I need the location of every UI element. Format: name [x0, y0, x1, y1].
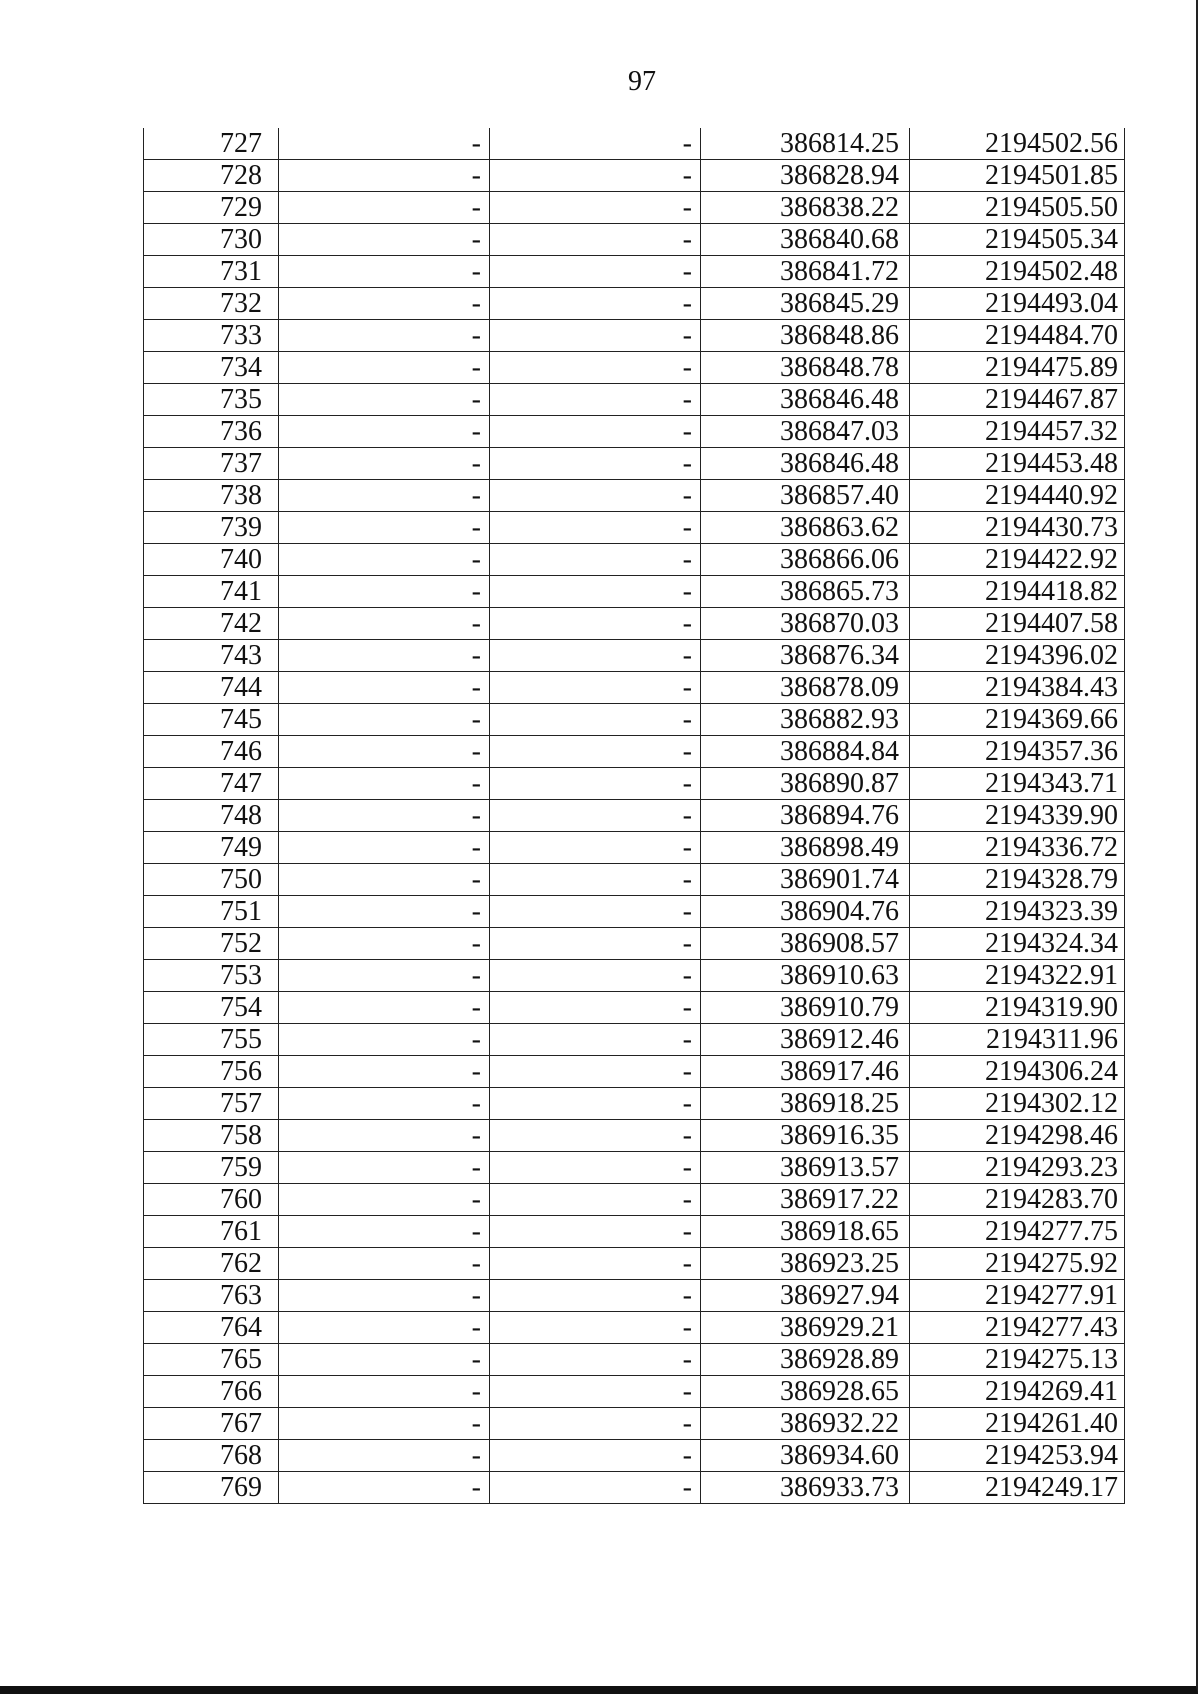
- x-coordinate-cell: 386928.65: [701, 1376, 910, 1408]
- column-a-cell: -: [279, 672, 490, 704]
- column-b-cell: -: [490, 1408, 701, 1440]
- y-coordinate-cell: 2194501.85: [910, 160, 1125, 192]
- point-number-cell: 749: [144, 832, 279, 864]
- x-coordinate-cell: 386863.62: [701, 512, 910, 544]
- x-coordinate-cell: 386918.65: [701, 1216, 910, 1248]
- column-b-cell: -: [490, 128, 701, 160]
- column-a-cell: -: [279, 1024, 490, 1056]
- column-a-cell: -: [279, 1120, 490, 1152]
- table-row: [144, 1344, 1125, 1376]
- x-coordinate-cell: 386894.76: [701, 800, 910, 832]
- column-b-cell: -: [490, 1344, 701, 1376]
- point-number-cell: 736: [144, 416, 279, 448]
- table-row: [144, 576, 1125, 608]
- table-row: [144, 1056, 1125, 1088]
- table-row: [144, 256, 1125, 288]
- y-coordinate-cell: 2194418.82: [910, 576, 1125, 608]
- x-coordinate-cell: 386845.29: [701, 288, 910, 320]
- y-coordinate-cell: 2194339.90: [910, 800, 1125, 832]
- column-a-cell: -: [279, 384, 490, 416]
- table-row: [144, 960, 1125, 992]
- y-coordinate-cell: 2194293.23: [910, 1152, 1125, 1184]
- point-number-cell: 766: [144, 1376, 279, 1408]
- y-coordinate-cell: 2194484.70: [910, 320, 1125, 352]
- y-coordinate-cell: 2194323.39: [910, 896, 1125, 928]
- column-a-cell: -: [279, 800, 490, 832]
- column-a-cell: -: [279, 736, 490, 768]
- x-coordinate-cell: 386884.84: [701, 736, 910, 768]
- column-b-cell: -: [490, 1280, 701, 1312]
- table-row: [144, 1120, 1125, 1152]
- point-number-cell: 759: [144, 1152, 279, 1184]
- column-b-cell: -: [490, 1120, 701, 1152]
- column-b-cell: -: [490, 1376, 701, 1408]
- point-number-cell: 765: [144, 1344, 279, 1376]
- point-number-cell: 734: [144, 352, 279, 384]
- x-coordinate-cell: 386901.74: [701, 864, 910, 896]
- column-a-cell: -: [279, 928, 490, 960]
- point-number-cell: 764: [144, 1312, 279, 1344]
- point-number-cell: 737: [144, 448, 279, 480]
- column-b-cell: -: [490, 544, 701, 576]
- x-coordinate-cell: 386878.09: [701, 672, 910, 704]
- y-coordinate-cell: 2194357.36: [910, 736, 1125, 768]
- x-coordinate-cell: 386870.03: [701, 608, 910, 640]
- x-coordinate-cell: 386927.94: [701, 1280, 910, 1312]
- column-b-cell: -: [490, 896, 701, 928]
- page-number: 97: [628, 66, 656, 97]
- point-number-cell: 753: [144, 960, 279, 992]
- column-b-cell: -: [490, 448, 701, 480]
- column-a-cell: -: [279, 544, 490, 576]
- table-row: [144, 640, 1125, 672]
- table-row: [144, 608, 1125, 640]
- y-coordinate-cell: 2194384.43: [910, 672, 1125, 704]
- x-coordinate-cell: 386838.22: [701, 192, 910, 224]
- table-body: [144, 128, 1125, 1504]
- x-coordinate-cell: 386848.86: [701, 320, 910, 352]
- table-row: [144, 672, 1125, 704]
- table-row: [144, 1248, 1125, 1280]
- column-a-cell: -: [279, 1408, 490, 1440]
- x-coordinate-cell: 386910.63: [701, 960, 910, 992]
- column-b-cell: -: [490, 320, 701, 352]
- column-b-cell: -: [490, 288, 701, 320]
- x-coordinate-cell: 386898.49: [701, 832, 910, 864]
- point-number-cell: 735: [144, 384, 279, 416]
- y-coordinate-cell: 2194369.66: [910, 704, 1125, 736]
- x-coordinate-cell: 386916.35: [701, 1120, 910, 1152]
- y-coordinate-cell: 2194475.89: [910, 352, 1125, 384]
- table-row: [144, 768, 1125, 800]
- table-row: [144, 448, 1125, 480]
- y-coordinate-cell: 2194261.40: [910, 1408, 1125, 1440]
- column-a-cell: -: [279, 1056, 490, 1088]
- y-coordinate-cell: 2194275.92: [910, 1248, 1125, 1280]
- x-coordinate-cell: 386933.73: [701, 1472, 910, 1504]
- point-number-cell: 732: [144, 288, 279, 320]
- point-number-cell: 754: [144, 992, 279, 1024]
- table-row: [144, 896, 1125, 928]
- y-coordinate-cell: 2194322.91: [910, 960, 1125, 992]
- column-b-cell: -: [490, 768, 701, 800]
- point-number-cell: 756: [144, 1056, 279, 1088]
- y-coordinate-cell: 2194440.92: [910, 480, 1125, 512]
- point-number-cell: 741: [144, 576, 279, 608]
- column-b-cell: -: [490, 256, 701, 288]
- point-number-cell: 768: [144, 1440, 279, 1472]
- column-a-cell: -: [279, 1280, 490, 1312]
- column-a-cell: -: [279, 576, 490, 608]
- point-number-cell: 748: [144, 800, 279, 832]
- point-number-cell: 729: [144, 192, 279, 224]
- column-a-cell: -: [279, 416, 490, 448]
- x-coordinate-cell: 386923.25: [701, 1248, 910, 1280]
- column-a-cell: -: [279, 1344, 490, 1376]
- coordinate-table: [143, 128, 1125, 1504]
- table-row: [144, 416, 1125, 448]
- point-number-cell: 758: [144, 1120, 279, 1152]
- column-b-cell: -: [490, 704, 701, 736]
- table-row: [144, 160, 1125, 192]
- y-coordinate-cell: 2194302.12: [910, 1088, 1125, 1120]
- column-b-cell: -: [490, 1312, 701, 1344]
- y-coordinate-cell: 2194319.90: [910, 992, 1125, 1024]
- y-coordinate-cell: 2194407.58: [910, 608, 1125, 640]
- point-number-cell: 742: [144, 608, 279, 640]
- point-number-cell: 747: [144, 768, 279, 800]
- column-b-cell: -: [490, 480, 701, 512]
- x-coordinate-cell: 386904.76: [701, 896, 910, 928]
- column-b-cell: -: [490, 832, 701, 864]
- column-a-cell: -: [279, 832, 490, 864]
- column-b-cell: -: [490, 992, 701, 1024]
- y-coordinate-cell: 2194396.02: [910, 640, 1125, 672]
- column-a-cell: -: [279, 768, 490, 800]
- y-coordinate-cell: 2194422.92: [910, 544, 1125, 576]
- table-row: [144, 1440, 1125, 1472]
- point-number-cell: 752: [144, 928, 279, 960]
- point-number-cell: 767: [144, 1408, 279, 1440]
- table-row: [144, 1280, 1125, 1312]
- y-coordinate-cell: 2194502.56: [910, 128, 1125, 160]
- table-row: [144, 928, 1125, 960]
- column-b-cell: -: [490, 1024, 701, 1056]
- x-coordinate-cell: 386929.21: [701, 1312, 910, 1344]
- y-coordinate-cell: 2194505.50: [910, 192, 1125, 224]
- y-coordinate-cell: 2194336.72: [910, 832, 1125, 864]
- column-a-cell: -: [279, 256, 490, 288]
- y-coordinate-cell: 2194457.32: [910, 416, 1125, 448]
- x-coordinate-cell: 386848.78: [701, 352, 910, 384]
- y-coordinate-cell: 2194324.34: [910, 928, 1125, 960]
- column-b-cell: -: [490, 224, 701, 256]
- x-coordinate-cell: 386857.40: [701, 480, 910, 512]
- table-row: [144, 992, 1125, 1024]
- x-coordinate-cell: 386928.89: [701, 1344, 910, 1376]
- table-row: [144, 480, 1125, 512]
- column-b-cell: -: [490, 1440, 701, 1472]
- x-coordinate-cell: 386866.06: [701, 544, 910, 576]
- y-coordinate-cell: 2194505.34: [910, 224, 1125, 256]
- table-row: [144, 832, 1125, 864]
- column-b-cell: -: [490, 1056, 701, 1088]
- column-b-cell: -: [490, 608, 701, 640]
- table-row: [144, 1408, 1125, 1440]
- y-coordinate-cell: 2194269.41: [910, 1376, 1125, 1408]
- column-b-cell: -: [490, 1248, 701, 1280]
- column-a-cell: -: [279, 480, 490, 512]
- point-number-cell: 755: [144, 1024, 279, 1056]
- table-row: [144, 544, 1125, 576]
- column-a-cell: -: [279, 1376, 490, 1408]
- x-coordinate-cell: 386917.46: [701, 1056, 910, 1088]
- x-coordinate-cell: 386917.22: [701, 1184, 910, 1216]
- y-coordinate-cell: 2194467.87: [910, 384, 1125, 416]
- x-coordinate-cell: 386918.25: [701, 1088, 910, 1120]
- table-row: [144, 512, 1125, 544]
- table-row: [144, 864, 1125, 896]
- column-a-cell: -: [279, 288, 490, 320]
- column-b-cell: -: [490, 960, 701, 992]
- column-a-cell: -: [279, 512, 490, 544]
- x-coordinate-cell: 386828.94: [701, 160, 910, 192]
- column-a-cell: -: [279, 1184, 490, 1216]
- y-coordinate-cell: 2194277.43: [910, 1312, 1125, 1344]
- table-row: [144, 1216, 1125, 1248]
- point-number-cell: 743: [144, 640, 279, 672]
- column-a-cell: -: [279, 992, 490, 1024]
- column-a-cell: -: [279, 1216, 490, 1248]
- x-coordinate-cell: 386882.93: [701, 704, 910, 736]
- x-coordinate-cell: 386840.68: [701, 224, 910, 256]
- column-b-cell: -: [490, 192, 701, 224]
- column-a-cell: -: [279, 352, 490, 384]
- table-row: [144, 1472, 1125, 1504]
- point-number-cell: 739: [144, 512, 279, 544]
- column-b-cell: -: [490, 736, 701, 768]
- column-a-cell: -: [279, 1248, 490, 1280]
- column-b-cell: -: [490, 1184, 701, 1216]
- column-a-cell: -: [279, 1312, 490, 1344]
- x-coordinate-cell: 386865.73: [701, 576, 910, 608]
- column-a-cell: -: [279, 160, 490, 192]
- x-coordinate-cell: 386908.57: [701, 928, 910, 960]
- column-a-cell: -: [279, 1472, 490, 1504]
- y-coordinate-cell: 2194502.48: [910, 256, 1125, 288]
- y-coordinate-cell: 2194430.73: [910, 512, 1125, 544]
- y-coordinate-cell: 2194298.46: [910, 1120, 1125, 1152]
- point-number-cell: 744: [144, 672, 279, 704]
- point-number-cell: 760: [144, 1184, 279, 1216]
- column-b-cell: -: [490, 1088, 701, 1120]
- point-number-cell: 750: [144, 864, 279, 896]
- column-a-cell: -: [279, 864, 490, 896]
- x-coordinate-cell: 386876.34: [701, 640, 910, 672]
- y-coordinate-cell: 2194253.94: [910, 1440, 1125, 1472]
- point-number-cell: 746: [144, 736, 279, 768]
- y-coordinate-cell: 2194311.96: [910, 1024, 1125, 1056]
- table-row: [144, 352, 1125, 384]
- point-number-cell: 762: [144, 1248, 279, 1280]
- column-b-cell: -: [490, 384, 701, 416]
- y-coordinate-cell: 2194277.91: [910, 1280, 1125, 1312]
- column-a-cell: -: [279, 224, 490, 256]
- point-number-cell: 730: [144, 224, 279, 256]
- point-number-cell: 733: [144, 320, 279, 352]
- column-b-cell: -: [490, 1216, 701, 1248]
- x-coordinate-cell: 386890.87: [701, 768, 910, 800]
- point-number-cell: 751: [144, 896, 279, 928]
- table-row: [144, 320, 1125, 352]
- column-b-cell: -: [490, 576, 701, 608]
- column-b-cell: -: [490, 1472, 701, 1504]
- x-coordinate-cell: 386814.25: [701, 128, 910, 160]
- point-number-cell: 769: [144, 1472, 279, 1504]
- table-row: [144, 192, 1125, 224]
- y-coordinate-cell: 2194328.79: [910, 864, 1125, 896]
- point-number-cell: 727: [144, 128, 279, 160]
- column-b-cell: -: [490, 672, 701, 704]
- point-number-cell: 761: [144, 1216, 279, 1248]
- table-row: [144, 1088, 1125, 1120]
- table-row: [144, 1184, 1125, 1216]
- column-b-cell: -: [490, 512, 701, 544]
- x-coordinate-cell: 386934.60: [701, 1440, 910, 1472]
- point-number-cell: 745: [144, 704, 279, 736]
- column-a-cell: -: [279, 1440, 490, 1472]
- point-number-cell: 740: [144, 544, 279, 576]
- y-coordinate-cell: 2194283.70: [910, 1184, 1125, 1216]
- y-coordinate-cell: 2194493.04: [910, 288, 1125, 320]
- column-a-cell: -: [279, 896, 490, 928]
- column-a-cell: -: [279, 128, 490, 160]
- point-number-cell: 731: [144, 256, 279, 288]
- point-number-cell: 763: [144, 1280, 279, 1312]
- x-coordinate-cell: 386847.03: [701, 416, 910, 448]
- table-row: [144, 384, 1125, 416]
- y-coordinate-cell: 2194249.17: [910, 1472, 1125, 1504]
- column-b-cell: -: [490, 1152, 701, 1184]
- column-b-cell: -: [490, 416, 701, 448]
- x-coordinate-cell: 386932.22: [701, 1408, 910, 1440]
- point-number-cell: 728: [144, 160, 279, 192]
- column-a-cell: -: [279, 960, 490, 992]
- column-a-cell: -: [279, 640, 490, 672]
- column-b-cell: -: [490, 352, 701, 384]
- table-row: [144, 800, 1125, 832]
- table-row: [144, 704, 1125, 736]
- x-coordinate-cell: 386846.48: [701, 384, 910, 416]
- table-row: [144, 1312, 1125, 1344]
- table-row: [144, 736, 1125, 768]
- column-b-cell: -: [490, 928, 701, 960]
- table-row: [144, 288, 1125, 320]
- column-b-cell: -: [490, 160, 701, 192]
- column-a-cell: -: [279, 608, 490, 640]
- y-coordinate-cell: 2194275.13: [910, 1344, 1125, 1376]
- y-coordinate-cell: 2194277.75: [910, 1216, 1125, 1248]
- column-a-cell: -: [279, 320, 490, 352]
- x-coordinate-cell: 386912.46: [701, 1024, 910, 1056]
- column-a-cell: -: [279, 1152, 490, 1184]
- column-b-cell: -: [490, 800, 701, 832]
- point-number-cell: 757: [144, 1088, 279, 1120]
- table-row: [144, 224, 1125, 256]
- column-a-cell: -: [279, 192, 490, 224]
- x-coordinate-cell: 386910.79: [701, 992, 910, 1024]
- x-coordinate-cell: 386846.48: [701, 448, 910, 480]
- y-coordinate-cell: 2194306.24: [910, 1056, 1125, 1088]
- column-a-cell: -: [279, 448, 490, 480]
- column-b-cell: -: [490, 864, 701, 896]
- column-b-cell: -: [490, 640, 701, 672]
- column-a-cell: -: [279, 704, 490, 736]
- table-row: [144, 1376, 1125, 1408]
- table-row: [144, 1024, 1125, 1056]
- column-a-cell: -: [279, 1088, 490, 1120]
- y-coordinate-cell: 2194453.48: [910, 448, 1125, 480]
- x-coordinate-cell: 386913.57: [701, 1152, 910, 1184]
- x-coordinate-cell: 386841.72: [701, 256, 910, 288]
- table-row: [144, 1152, 1125, 1184]
- y-coordinate-cell: 2194343.71: [910, 768, 1125, 800]
- table-row: [144, 128, 1125, 160]
- point-number-cell: 738: [144, 480, 279, 512]
